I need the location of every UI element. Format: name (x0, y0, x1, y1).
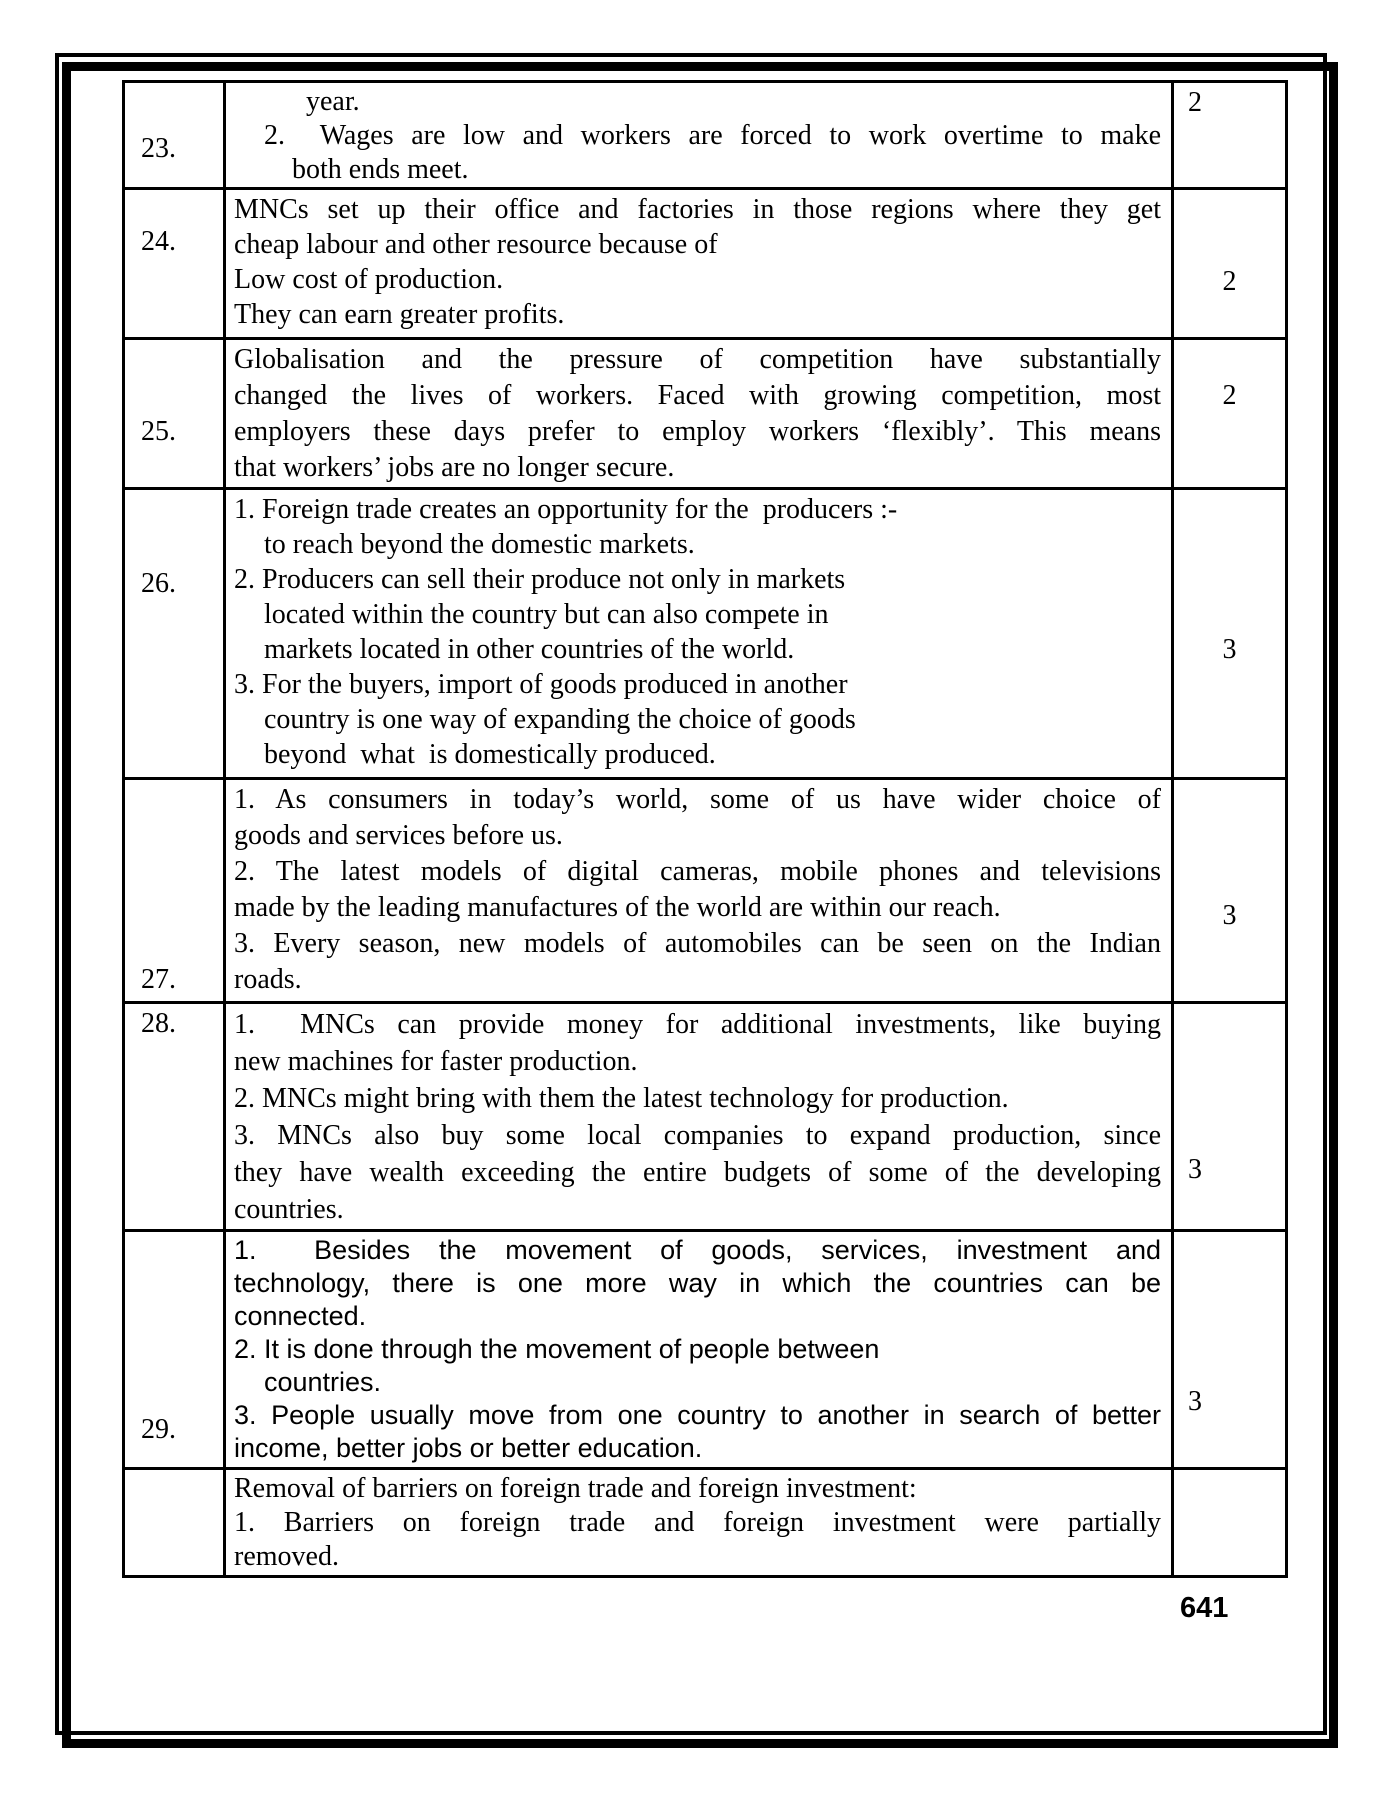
answer-cell (226, 1232, 1174, 1467)
table-row (125, 1004, 1285, 1232)
answer-line: 3. People usually move from one country to another in search of better (234, 1400, 1161, 1430)
answer-line: to reach beyond the domestic markets. (264, 529, 695, 560)
answer-line: year. (306, 86, 360, 117)
marks-cell: 2 (1222, 380, 1237, 411)
answer-line: income, better jobs or better education. (234, 1433, 703, 1463)
table-row (125, 190, 1285, 340)
answer-line: countries. (234, 1194, 344, 1225)
answer-cell (226, 340, 1174, 487)
answer-line: 3. For the buyers, import of goods produced in another (234, 669, 848, 700)
answer-line: made by the leading manufactures of the world are within our reach. (234, 892, 1001, 923)
marks-cell (1174, 1470, 1285, 1575)
answer-line: new machines for faster production. (234, 1046, 638, 1077)
answer-line: cheap labour and other resource because of (234, 229, 718, 260)
answer-line: 1. MNCs can provide money for additional investments, like buying (234, 1009, 1161, 1040)
question-number: 25. (125, 340, 226, 487)
question-number: 27. (125, 780, 226, 1001)
answer-line: country is one way of expanding the choice of goods (264, 704, 856, 735)
table-row (125, 1470, 1285, 1575)
answer-cell (226, 1470, 1174, 1575)
answer-line: 3. Every season, new models of automobiles can be seen on the Indian (234, 928, 1161, 959)
answer-line: beyond what is domestically produced. (264, 739, 716, 770)
answer-line: connected. (234, 1301, 367, 1331)
answer-cell (226, 490, 1174, 777)
answer-cell (226, 190, 1174, 337)
answer-line: Low cost of production. (234, 264, 504, 295)
question-number (125, 1470, 226, 1575)
question-number: 24. (125, 190, 226, 337)
table-row (125, 340, 1285, 490)
answer-line: MNCs set up their office and factories in those regions where they get (234, 194, 1161, 225)
table-row (125, 780, 1285, 1004)
question-number: 28. (125, 1004, 226, 1229)
answer-line: both ends meet. (292, 154, 469, 185)
answer-line: 2. Wages are low and workers are forced to work overtime to make (264, 120, 1161, 151)
answer-cell (226, 1004, 1174, 1229)
answer-line: goods and services before us. (234, 820, 563, 851)
marks-cell: 3 (1222, 900, 1237, 931)
answer-table (122, 80, 1288, 1578)
marks-cell: 3 (1222, 634, 1237, 665)
table-row (125, 490, 1285, 780)
marks-cell: 2 (1222, 266, 1237, 297)
answer-line: markets located in other countries of the world. (264, 634, 795, 665)
answer-line: they have wealth exceeding the entire budgets of some of the developing (234, 1157, 1161, 1188)
answer-line: 1. Barriers on foreign trade and foreign investment were partially (234, 1507, 1161, 1538)
question-number: 29. (125, 1232, 226, 1467)
answer-line: employers these days prefer to employ workers ‘flexibly’. This means (234, 416, 1161, 447)
answer-line: 2. Producers can sell their produce not only in markets (234, 564, 846, 595)
answer-line: 2. The latest models of digital cameras, mobile phones and televisions (234, 856, 1161, 887)
marks-cell: 3 (1188, 1386, 1202, 1417)
question-number: 26. (125, 490, 226, 777)
answer-cell (226, 83, 1174, 187)
page-number: 641 (1180, 1592, 1229, 1624)
answer-line: Globalisation and the pressure of competition have substantially (234, 344, 1161, 375)
answer-line: located within the country but can also compete in (264, 599, 829, 630)
answer-line: 1. Besides the movement of goods, services, investment and (234, 1235, 1161, 1265)
answer-cell (226, 780, 1174, 1001)
answer-line: 1. Foreign trade creates an opportunity for the producers :- (234, 494, 898, 525)
answer-line: removed. (234, 1541, 339, 1572)
answer-line: that workers’ jobs are no longer secure. (234, 452, 675, 483)
answer-line: roads. (234, 964, 302, 995)
answer-line: Removal of barriers on foreign trade and foreign investment: (234, 1473, 917, 1504)
answer-line: 2. MNCs might bring with them the latest technology for production. (234, 1083, 1009, 1114)
answer-line: 2. It is done through the movement of people between (234, 1334, 880, 1364)
answer-line: countries. (264, 1367, 382, 1397)
answer-line: 3. MNCs also buy some local companies to expand production, since (234, 1120, 1161, 1151)
answer-line: 1. As consumers in today’s world, some of us have wider choice of (234, 784, 1161, 815)
table-row (125, 1232, 1285, 1470)
answer-line: changed the lives of workers. Faced with growing competition, most (234, 380, 1161, 411)
answer-line: technology, there is one more way in which the countries can be (234, 1268, 1161, 1298)
table-row (125, 83, 1285, 190)
answer-line: They can earn greater profits. (234, 299, 565, 330)
marks-cell: 3 (1188, 1154, 1202, 1185)
question-number: 23. (125, 83, 226, 187)
marks-cell: 2 (1188, 87, 1202, 118)
